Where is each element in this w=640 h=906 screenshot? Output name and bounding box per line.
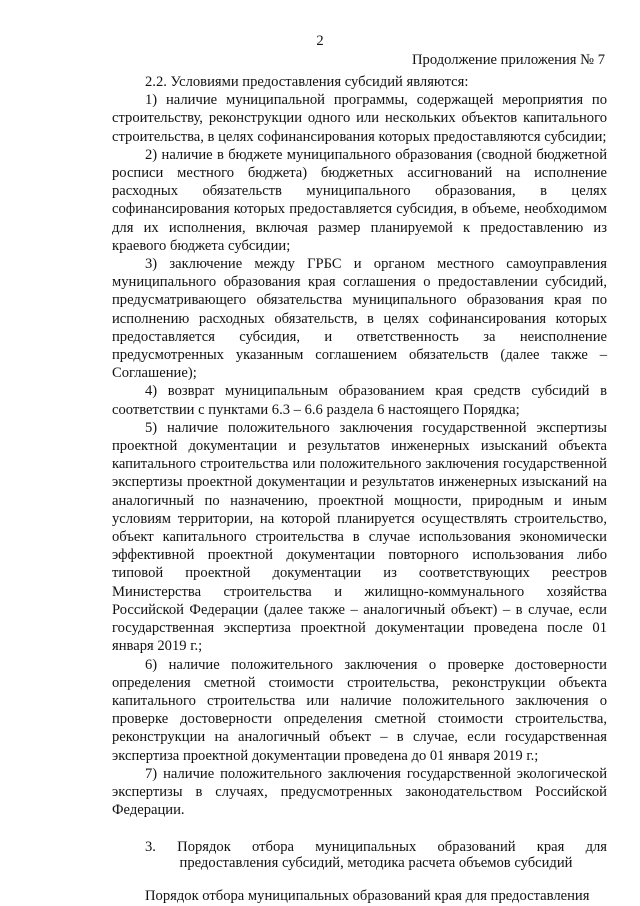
section-heading-line-2: предоставления субсидий, методика расчета объемов субсидий — [179, 855, 573, 872]
page-number: 2 — [316, 33, 324, 49]
condition-item-7: 7) наличие положительного заключения государственной экологической экспертизы в случаях, предусмотренных законодательством Российской Федерации. — [112, 765, 607, 819]
section-3-opening-text: Порядок отбора муниципальных образований края для предоставления — [145, 888, 590, 905]
section-heading-line-1: 3. Порядок отбора муниципальных образований края для — [145, 839, 607, 856]
condition-item-2: 2) наличие в бюджете муниципального образования (сводной бюджетной росписи местного бюджета) бюджетных ассигнований на исполнение расходных обязательств муниципального образования, в целях софинансирования которых предоставляется субсидия, в объеме, необходимом для их исполнения, включая размер планируемой к предоставлению из краевого бюджета субсидии; — [112, 146, 607, 254]
appendix-continuation-note: Продолжение приложения № 7 — [412, 52, 605, 68]
document-body — [112, 73, 607, 906]
conditions-intro: 2.2. Условиями предоставления субсидий являются: — [145, 74, 469, 90]
condition-item-5: 5) наличие положительного заключения государственной экспертизы проектной документации и результатов инженерных изысканий объекта капитального строительства или положительного заключения государственной экспертизы проектной документации и результатов инженерных изысканий на аналогичный по назначению, проектной мощности, природным и иным условиям территории, на которой планируется осуществлять строительство, объект капитального строительства в случае использования экономически эффективной проектной документации повторного использования либо типовой проектной документации из соответствующих реестров Министерства строительства и жилищно-коммунального хозяйства Российской Федерации (далее также – аналогичный объект) – в случае, если государственная экспертиза проектной документации проведена после 01 января 2019 г.; — [112, 419, 607, 655]
condition-item-6: 6) наличие положительного заключения о проверке достоверности определения сметной стоимости строительства, реконструкции объекта капитального строительства или наличие положительного заключения о проверке достоверности определения сметной стоимости строительства, реконструкции на аналогичный объект – в случае, если государственная экспертиза проектной документации проведена до 01 января 2019 г.; — [112, 656, 607, 764]
condition-item-1: 1) наличие муниципальной программы, содержащей мероприятия по строительству, реконструкции одного или нескольких объектов капитального строительства, в целях софинансирования которых предоставляются субсидии; — [112, 92, 607, 145]
condition-item-3: 3) заключение между ГРБС и органом местного самоуправления муниципального образования края соглашения о предоставлении субсидий, предусматривающего обязательства муниципального образования края по исполнению расходных обязательств, в целях софинансирования которых предоставляется субсидия, и ответственность за неисполнение предусмотренных указанным соглашением обязательств (далее также – Соглашение); — [112, 256, 607, 382]
section-3-heading — [112, 839, 607, 871]
condition-item-4: 4) возврат муниципальным образованием края средств субсидий в соответствии с пунктами 6.3 – 6.6 раздела 6 настоящего Порядка; — [112, 383, 607, 418]
